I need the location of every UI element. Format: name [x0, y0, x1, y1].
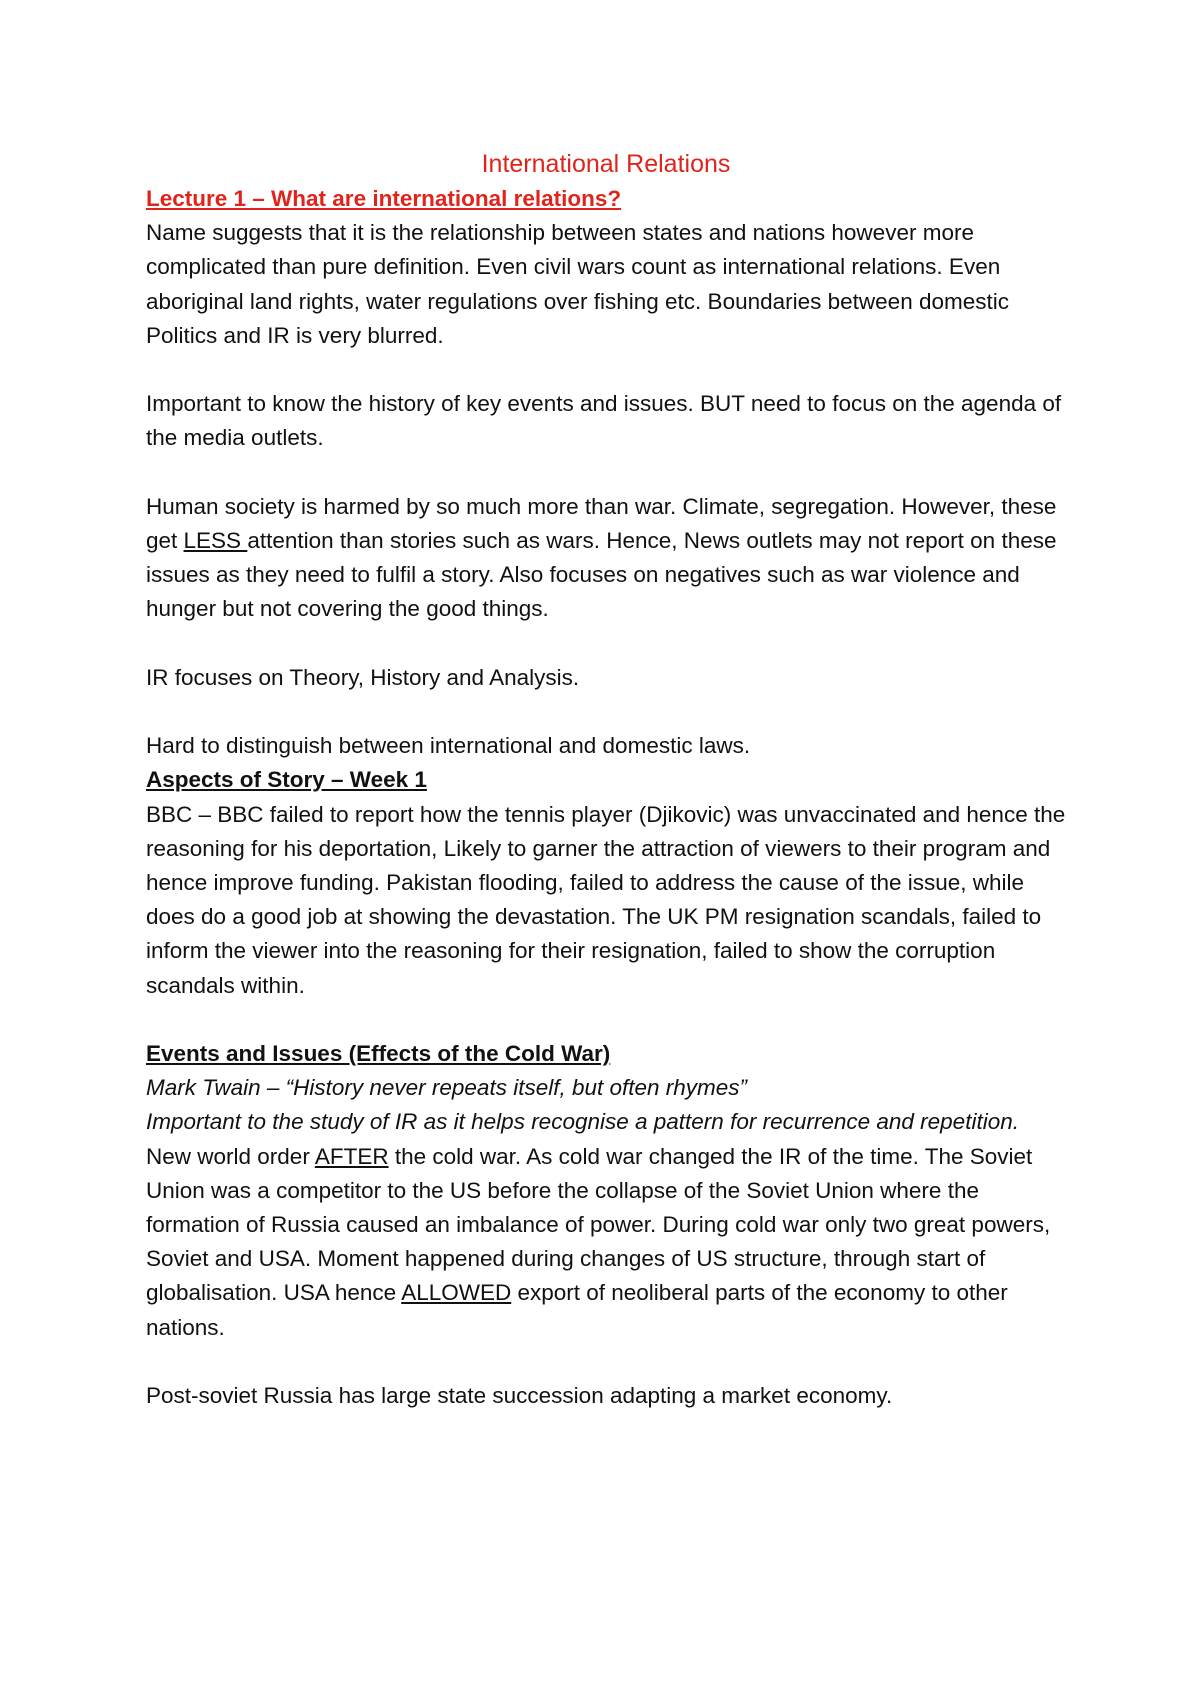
harm-text-1: Human society is harmed by so much more than war. Climate, segregation. However, these get: [146, 493, 1057, 553]
spacer: [146, 1345, 1066, 1379]
post-soviet-paragraph: Post-soviet Russia has large state succession adapting a market economy.: [146, 1383, 893, 1409]
laws-paragraph: Hard to distinguish between international and domestic laws.: [146, 733, 751, 759]
world-order-text-1: New world order: [146, 1143, 315, 1169]
intro-paragraph: Name suggests that it is the relationship between states and nations however more complicated than pure definition. Even civil wars count as international relations. Even aboriginal land rights, water regulations over fishing etc. Boundaries between domestic Politics and IR is very blurred.: [146, 220, 1009, 348]
lecture-heading: Lecture 1 – What are international relations?: [146, 186, 622, 211]
harm-text-2: attention than stories such as wars. Hence, News outlets may not report on these issues as they need to fulfil a story. Also focuses on negatives such as war violence and hunger but not covering the good things.: [146, 528, 1057, 622]
document-page: [146, 146, 1066, 1413]
world-order-paragraph: [146, 1140, 1066, 1345]
spacer: [146, 456, 1066, 490]
history-paragraph: Important to know the history of key events and issues. BUT need to focus on the agenda of the media outlets.: [146, 391, 1062, 451]
spacer: [146, 1003, 1066, 1037]
spacer: [146, 353, 1066, 387]
world-order-text-3: export of neoliberal parts of the economy to other nations.: [146, 1280, 1008, 1340]
document-title: International Relations: [481, 150, 731, 178]
aspects-heading: Aspects of Story – Week 1: [146, 767, 427, 793]
spacer: [146, 695, 1066, 729]
spacer: [146, 627, 1066, 661]
focus-paragraph: IR focuses on Theory, History and Analysis.: [146, 664, 580, 690]
quote-line: Mark Twain – “History never repeats itself, but often rhymes”: [146, 1075, 748, 1101]
world-order-emphasis-after: AFTER: [314, 1143, 389, 1169]
bbc-paragraph: BBC – BBC failed to report how the tennis player (Djikovic) was unvaccinated and hence the reasoning for his deportation, Likely to garner the attraction of viewers to their program and hence improve funding. Pakistan flooding, failed to address the cause of the issue, while does do a good job at showing the devastation. The UK PM resignation scandals, failed to inform the viewer into the reasoning for their resignation, failed to show the corruption scandals within.: [146, 801, 1066, 998]
events-heading: Events and Issues (Effects of the Cold War): [146, 1041, 611, 1066]
world-order-text-2: the cold war. As cold war changed the IR of the time. The Soviet Union was a competitor to the US before the collapse of the Soviet Union where the formation of Russia caused an imbalance of power. During cold war only two great powers, Soviet and USA. Moment happened during changes of US structure, through start of globalisation. USA hence: [146, 1143, 1051, 1306]
quote-note: Important to the study of IR as it helps recognise a pattern for recurrence and repetition.: [146, 1109, 1019, 1135]
harm-emphasis: LESS: [183, 528, 248, 553]
world-order-emphasis-allowed: ALLOWED: [401, 1280, 512, 1306]
harm-paragraph: [146, 490, 1066, 627]
